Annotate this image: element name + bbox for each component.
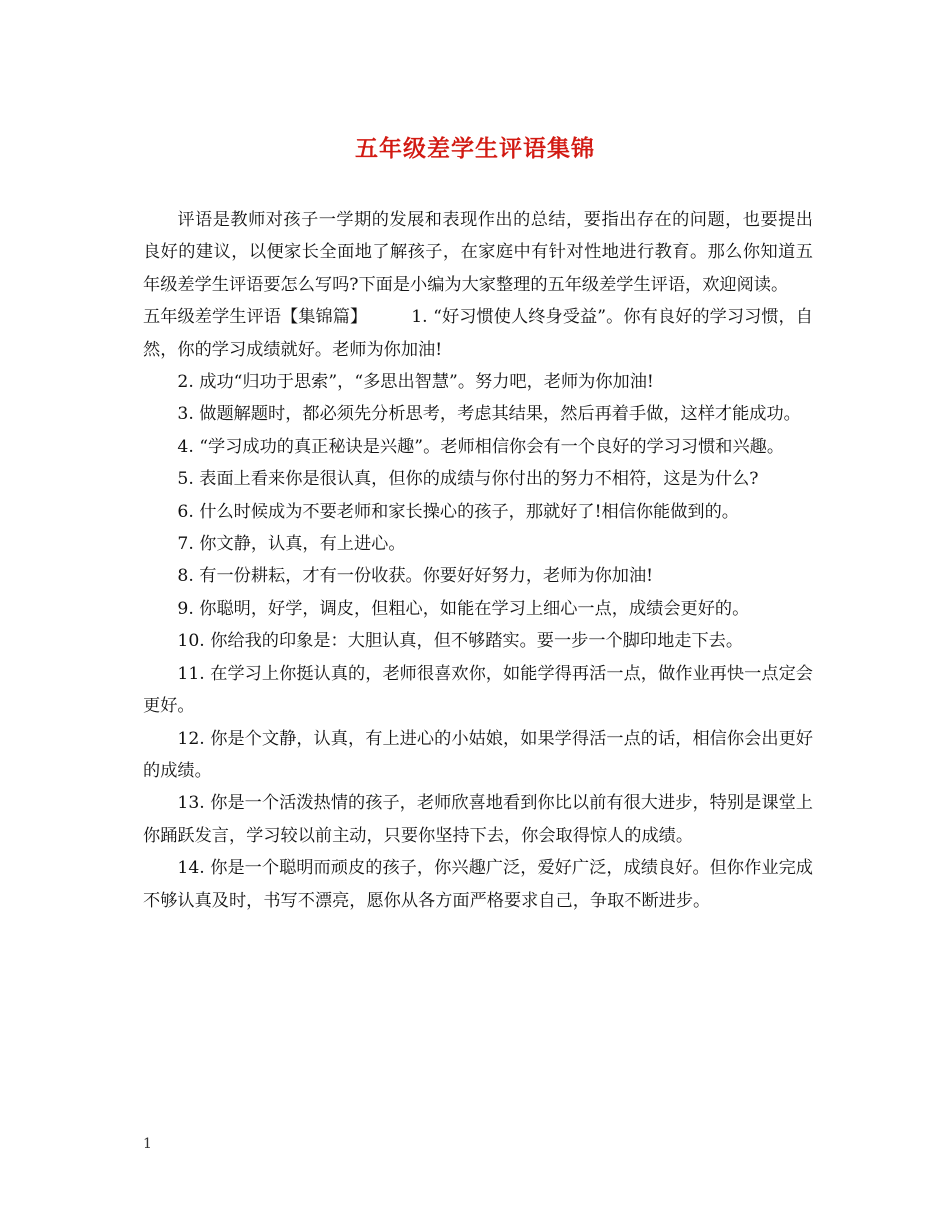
comment-item: 12. 你是个文静，认真，有上进心的小姑娘，如果学得活一点的话，相信你会出更好的成绩。	[143, 728, 813, 781]
comment-item: 9. 你聪明，好学，调皮，但粗心，如能在学习上细心一点，成绩会更好的。	[177, 598, 750, 619]
comment-item: 6. 什么时候成为不要老师和家长操心的孩子，那就好了!相信你能做到的。	[177, 501, 739, 522]
page-number: 1	[143, 1136, 152, 1152]
comment-item: 4. “学习成功的真正秘诀是兴趣”。老师相信你会有一个良好的学习习惯和兴趣。	[177, 436, 785, 457]
comment-item: 2. 成功“归功于思索”，“多思出智慧”。努力吧，老师为你加油!	[177, 372, 654, 393]
document-title: 五年级差学生评语集锦	[355, 135, 595, 162]
comment-item: 13. 你是一个活泼热情的孩子，老师欣喜地看到你比以前有很大进步，特别是课堂上你踊跃发言，学习较以前主动，只要你坚持下去，你会取得惊人的成绩。	[143, 793, 813, 846]
section-heading-paragraph	[143, 301, 813, 366]
comment-item: 14. 你是一个聪明而顽皮的孩子，你兴趣广泛，爱好广泛，成绩良好。但你作业完成不够认真及时，书写不漂亮，愿你从各方面严格要求自己，争取不断进步。	[143, 858, 813, 911]
comment-item-1: 1. “好习惯使人终身受益”。你有良好的学习习惯，自然，你的学习成绩就好。老师为你加油!	[143, 307, 813, 360]
section-heading: 五年级差学生评语【集锦篇】	[143, 307, 368, 328]
comment-item: 11. 在学习上你挺认真的，老师很喜欢你，如能学得再活一点，做作业再快一点定会更好。	[143, 663, 813, 717]
document-body	[143, 204, 813, 917]
comment-item: 3. 做题解题时，都必须先分析思考，考虑其结果，然后再着手做，这样才能成功。	[177, 404, 801, 425]
comment-item: 8. 有一份耕耘，才有一份收获。你要好好努力，老师为你加油!	[177, 566, 654, 587]
comment-item: 10. 你给我的印象是：大胆认真，但不够踏实。要一步一个脚印地走下去。	[177, 631, 744, 652]
comment-item: 7. 你文静，认真，有上进心。	[177, 534, 406, 555]
intro-paragraph: 评语是教师对孩子一学期的发展和表现作出的总结，要指出存在的问题，也要提出良好的建议，以便家长全面地了解孩子，在家庭中有针对性地进行教育。那么你知道五年级差学生评语要怎么写吗?下面是小编为大家整理的五年级差学生评语，欢迎阅读。	[143, 210, 813, 295]
comment-item: 5. 表面上看来你是很认真，但你的成绩与你付出的努力不相符，这是为什么?	[177, 469, 759, 490]
